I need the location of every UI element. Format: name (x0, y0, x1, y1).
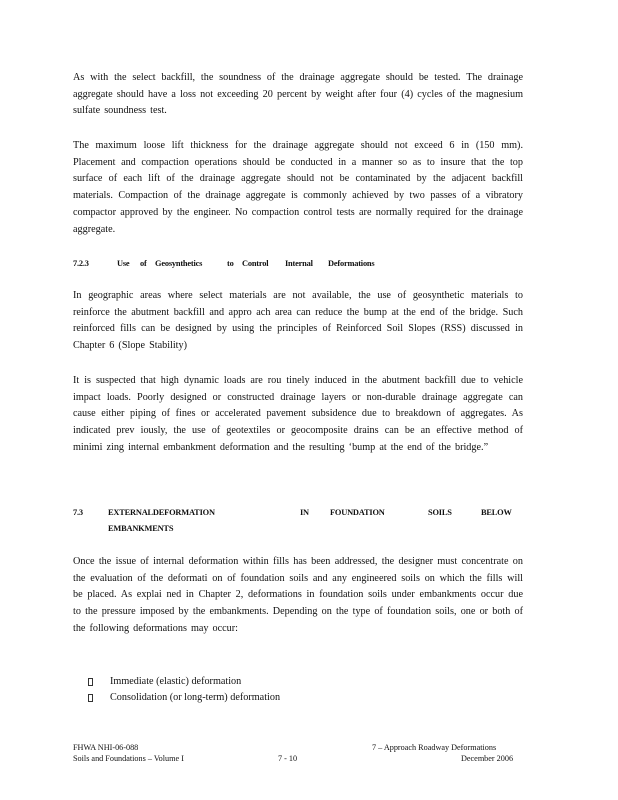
footer-chapter-title: 7 – Approach Roadway Deformations (372, 743, 497, 752)
heading-word: IN (300, 508, 309, 517)
paragraph-drainage-soundness: As with the select backfill, the soundness of the drainage aggregate should be tested. The drainage aggregate should have a loss not exceeding 20 percent by weight after four (4) cycles of the magnesium sulfate soundness test. (73, 72, 523, 117)
paragraph-lift-thickness: The maximum loose lift thickness for the drainage aggregate should not exceed 6 in (150 mm). Placement and compaction operations should be conducted in a manner so as to insure that the top surface of each lift of the drainage aggregate should not be contaminated by the adjacent backfill materials. Compaction of the drainage aggregate is commonly achieved by two passes of a vibratory compactor approved by the engineer. No compaction control tests are normally required for the drainage aggregate. (73, 140, 523, 235)
paragraph-foundation-deformation: Once the issue of internal deformation within fills has been addressed, the designer must concentrate on the evaluation of the deformati on of foundation soils and any engineered soils on which the fills will be placed. As explai ned in Chapter 2, deformations in foundation soils under embankments occur due to the pressure imposed by the embankments. Depending on the type of foundation soils, one or both of the following deformations may occur: (73, 556, 523, 634)
paragraph-geosynthetics: In geographic areas where select materials are not available, the use of geosynthetic materials to reinforce the abutment backfill and appro ach area can reduce the bump at the end of the bridge. Such reinforced fills can be designed by using the principles of Reinforced Soil Slopes (RSS) discussed in Chapter 6 (Slope Stability) (73, 290, 523, 352)
heading-word: FOUNDATION (330, 508, 385, 517)
heading-word: BELOW (481, 508, 512, 517)
list-item (88, 690, 280, 706)
paragraph-dynamic-loads: It is suspected that high dynamic loads are rou tinely induced in the abutment backfill due to vehicle impact loads. Poorly designed or constructed drainage layers or non-durable drainage aggregate can cause either piping of fines or accelerated pavement subsidence due to breakdown of aggregates. As indicated prev iously, the use of geotextiles or geocomposite drains can be an effective method of minimi zing internal embankment deformation and the resulting ‘bump at the end of the bridge.” (73, 375, 523, 453)
heading-line-2: EMBANKMENTS (108, 524, 174, 533)
heading-word: Use (117, 259, 130, 268)
heading-word: EXTERNALDEFORMATION (108, 508, 215, 517)
section-number: 7.3 (73, 508, 83, 517)
heading-word: Control (242, 259, 269, 268)
heading-word: Geosynthetics (155, 259, 203, 268)
footer-page-number: 7 - 10 (278, 754, 298, 763)
heading-word: to (227, 259, 234, 268)
heading-word: SOILS (428, 508, 452, 517)
heading-word: Deformations (328, 259, 375, 268)
footer-date: December 2006 (461, 754, 514, 763)
footer-manual-title: Soils and Foundations – Volume I (73, 754, 184, 763)
list-item-text: Consolidation (or long-term) deformation (110, 692, 281, 703)
section-number: 7.2.3 (73, 259, 89, 268)
list-item-text: Immediate (elastic) deformation (110, 676, 242, 687)
bullet-square-icon (88, 694, 93, 702)
heading-word: Internal (285, 259, 313, 268)
footer-publication-id: FHWA NHI-06-088 (73, 743, 139, 752)
list-item (88, 674, 241, 690)
bullet-square-icon (88, 678, 93, 686)
heading-word: of (140, 259, 147, 268)
